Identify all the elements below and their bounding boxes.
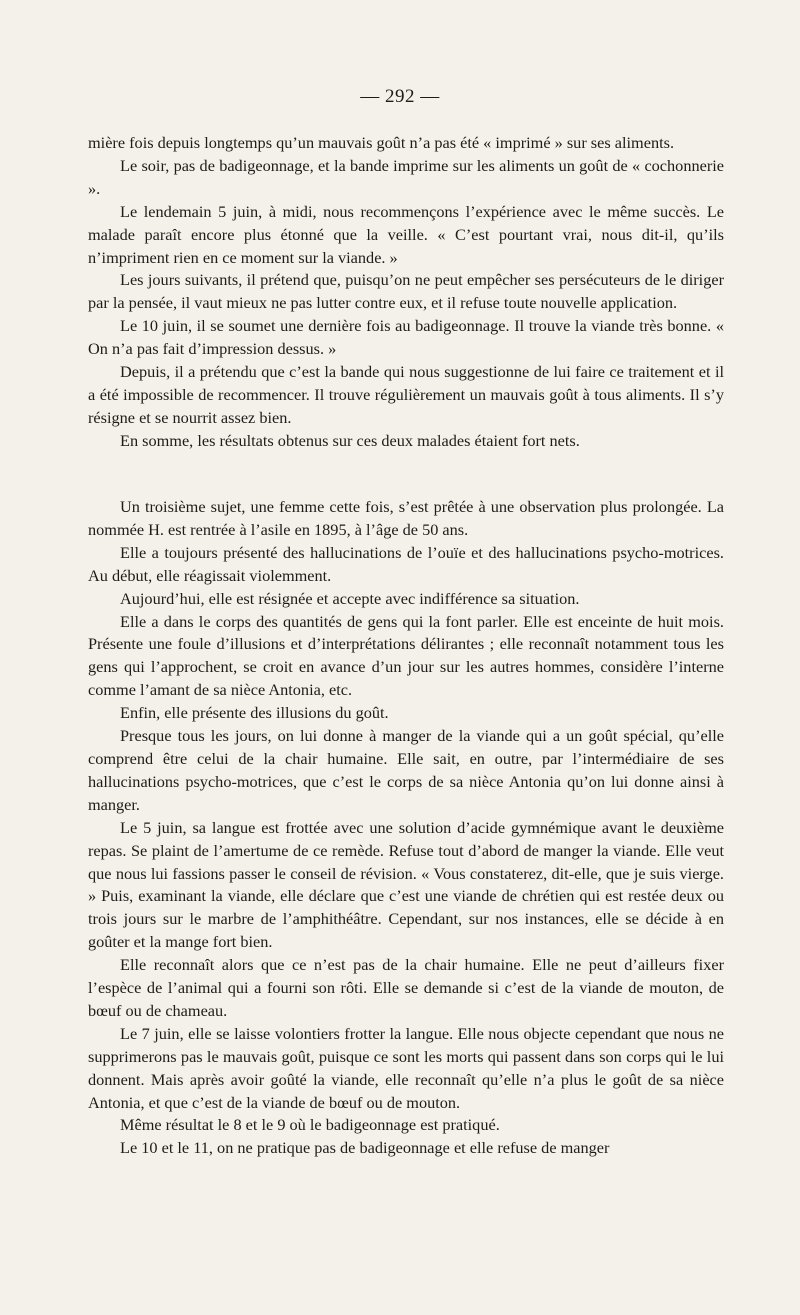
paragraph: Le soir, pas de badigeonnage, et la bande imprime sur les aliments un goût de « cochonnerie ». — [88, 155, 724, 198]
text-block-section-2 — [88, 496, 724, 1160]
paragraph: mière fois depuis longtemps qu’un mauvais goût n’a pas été « imprimé » sur ses aliments. — [88, 133, 675, 152]
paragraph: Presque tous les jours, on lui donne à manger de la viande qui a un goût spécial, qu’elle comprend être celui de la chair humaine. Elle sait, en outre, par l’intermédiaire de ses hallucinations psycho-motrices, que c’est le corps de sa nièce Antonia qu’on lui donne ainsi à manger. — [88, 726, 724, 814]
paragraph: Même résultat le 8 et le 9 où le badigeonnage est pratiqué. — [120, 1115, 500, 1135]
paragraph: Enfin, elle présente des illusions du goût. — [120, 703, 389, 723]
paragraph: Un troisième sujet, une femme cette fois, s’est prêtée à une observation plus prolongée. La nommée H. est rentrée à l’asile en 1895, à l’âge de 50 ans. — [88, 497, 724, 539]
paragraph: Le 10 juin, il se soumet une dernière fois au badigeonnage. Il trouve la viande très bonne. « On n’a pas fait d’impression dessus. » — [88, 316, 724, 359]
paragraph: Aujourd’hui, elle est résignée et accepte avec indifférence sa situation. — [120, 588, 580, 608]
paragraph: Les jours suivants, il prétend que, puisqu’on ne peut empêcher ses persécuteurs de le diriger par la pensée, il vaut mieux ne pas lutter contre eux, et il refuse toute nouvelle application. — [88, 270, 724, 313]
paragraph: Depuis, il a prétendu que c’est la bande qui nous suggestionne de lui faire ce traitement et il a été impossible de recommencer. Il trouve régulièrement un mauvais goût à tous aliments. Il s’y résigne et se nourrit assez bien. — [88, 362, 724, 427]
paragraph: Le 7 juin, elle se laisse volontiers frotter la langue. Elle nous objecte cependant que nous ne supprimerons pas le mauvais goût, puisque ce sont les morts qui passent dans son corps qui le lui donnent. Mais après avoir goûté la viande, elle reconnaît qu’elle n’a plus le goût de sa nièce Antonia, et que c’est de la viande de bœuf ou de mouton. — [88, 1023, 724, 1112]
paragraph: Elle reconnaît alors que ce n’est pas de la chair humaine. Elle ne peut d’ailleurs fixer l’espèce de l’animal qui a fourni son rôti. Elle se demande si c’est de la viande de mouton, de bœuf ou de chameau. — [88, 955, 724, 1020]
paragraph: Le 10 et le 11, on ne pratique pas de badigeonnage et elle refuse de manger — [120, 1138, 610, 1158]
paragraph: Elle a toujours présenté des hallucinations de l’ouïe et des hallucinations psycho-motrices. Au début, elle réagissait violemment. — [88, 542, 724, 585]
paragraph: Le 5 juin, sa langue est frottée avec une solution d’acide gymnémique avant le deuxième repas. Se plaint de l’amertume de ce remède. Refuse tout d’abord de manger la viande. Elle veut que nous lui fassions passer le conseil de révision. « Vous constaterez, dit-elle, que je suis vierge. » Puis, examinant la viande, elle déclare que c’est une viande de chrétien qui est restée deux ou trois jours sur le marbre de l’amphithéâtre. Cependant, sur nos instances, elle se décide à en goûter et la mange fort bien. — [88, 817, 724, 952]
page-number: — 292 — — [360, 86, 440, 107]
text-block-section-1 — [88, 132, 724, 453]
paragraph: En somme, les résultats obtenus sur ces deux malades étaient fort nets. — [120, 430, 580, 450]
paragraph: Le lendemain 5 juin, à midi, nous recommençons l’expérience avec le même succès. Le malade paraît encore plus étonné que la veille. « C’est pourtant vrai, nous dit-il, qu’ils n’impriment rien en ce moment sur la viande. » — [88, 201, 724, 267]
paragraph: Elle a dans le corps des quantités de gens qui la font parler. Elle est enceinte de huit mois. Présente une foule d’illusions et d’interprétations délirantes ; elle reconnaît notamment tous les gens qui l’approchent, se croit en avance d’un jour sur les autres hommes, considère l’interne comme l’amant de sa nièce Antonia, etc. — [88, 611, 724, 700]
